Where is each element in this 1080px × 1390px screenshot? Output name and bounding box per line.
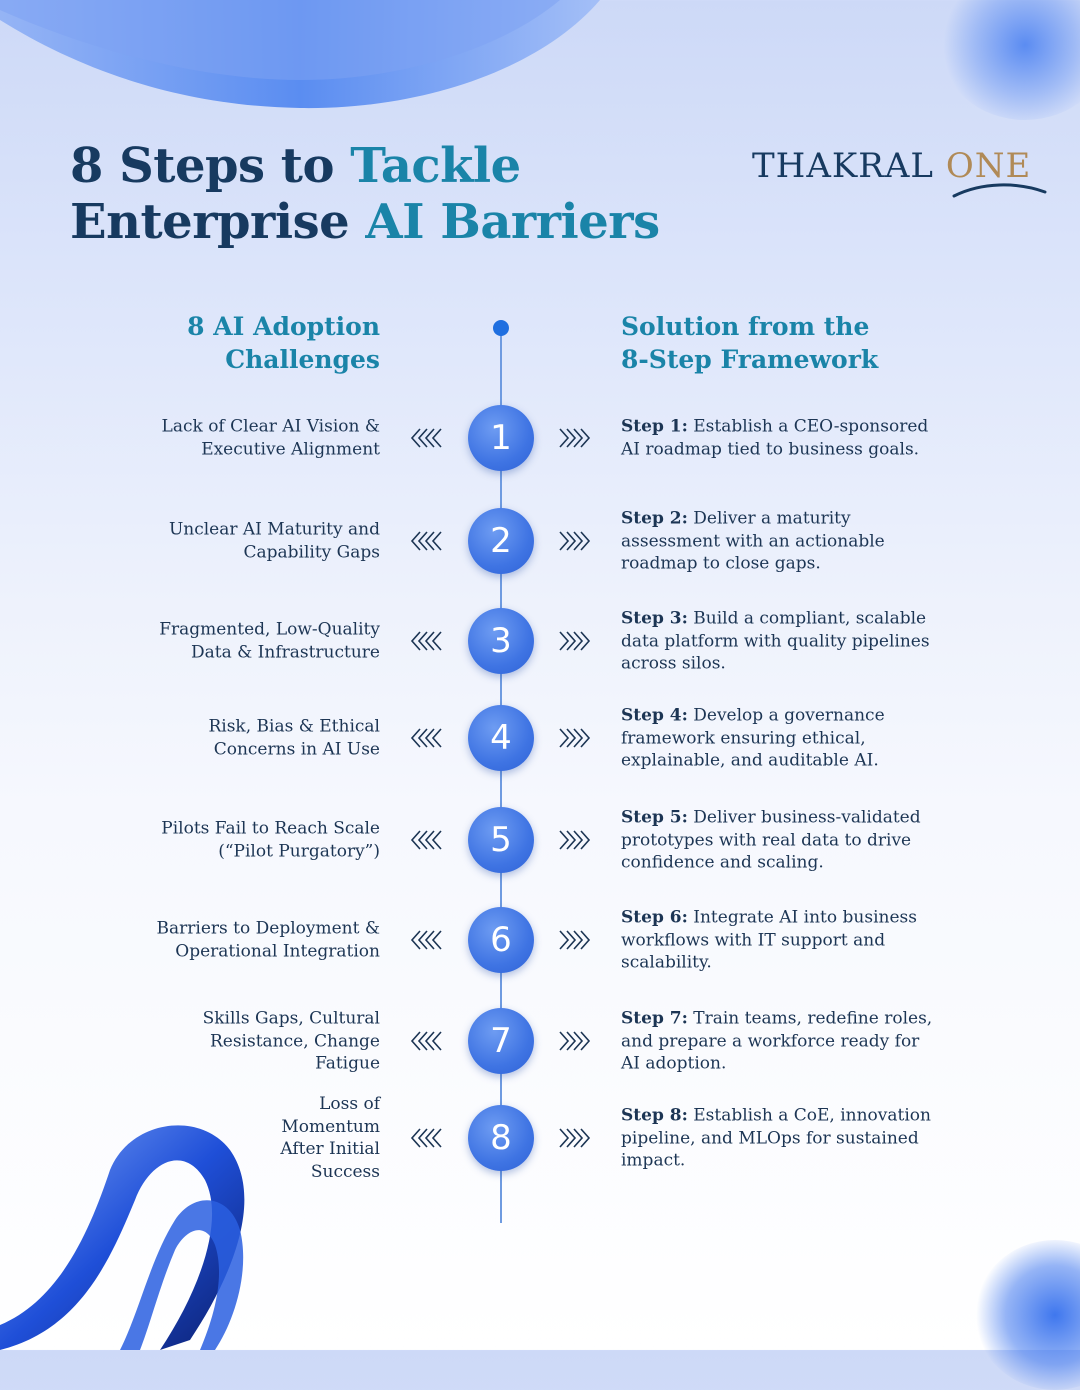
solution-text: [621, 704, 941, 772]
logo-part-1: THAKRAL: [752, 146, 935, 186]
heading-line: 8 AI Adoption: [187, 312, 380, 341]
solution-text: [621, 416, 941, 461]
step-label: Step 3:: [621, 608, 688, 629]
title-part: 8 Steps to: [70, 138, 351, 194]
chevrons-left-icon: [410, 829, 444, 851]
step-label: Step 5:: [621, 807, 688, 828]
solution-text: [621, 1104, 941, 1172]
step-description: Establish a CEO-sponsored AI roadmap tied to business goals.: [621, 416, 929, 459]
challenge-text: Barriers to Deployment & Operational Integration: [156, 918, 380, 961]
logo-swoosh-icon: [952, 180, 1047, 200]
chevrons-left-icon: [410, 630, 444, 652]
step-label: Step 2:: [621, 508, 688, 529]
challenge-row-4: [0, 693, 1080, 783]
chevrons-right-icon: [557, 1030, 591, 1052]
challenge-text: Pilots Fail to Reach Scale (“Pilot Purgatory”): [161, 818, 380, 861]
chevrons-right-icon: [557, 929, 591, 951]
title-part: Enterprise: [70, 194, 366, 250]
challenge-row-1: [0, 393, 1080, 483]
chevrons-right-icon: [557, 630, 591, 652]
title-highlight: AI Barriers: [365, 194, 660, 250]
challenge-text: Skills Gaps, Cultural Resistance, Change Fatigue: [202, 1008, 380, 1074]
chevrons-left-icon: [410, 530, 444, 552]
timeline-start-dot: [493, 320, 509, 336]
solution-text: [621, 507, 941, 575]
step-number-circle: 4: [468, 705, 534, 771]
step-number-circle: 6: [468, 907, 534, 973]
solution-text: [621, 806, 941, 874]
step-label: Step 4:: [621, 705, 688, 726]
heading-line: Solution from the: [621, 312, 870, 341]
step-description: Deliver business-validated prototypes with real data to drive confidence and scaling.: [621, 807, 921, 873]
chevrons-right-icon: [557, 727, 591, 749]
step-number-circle: 7: [468, 1008, 534, 1074]
challenge-row-6: [0, 895, 1080, 985]
page-title: [70, 138, 660, 250]
step-number-circle: 5: [468, 807, 534, 873]
bottom-right-glow-decoration: [975, 1240, 1080, 1390]
logo-part-2: ONE: [945, 146, 1032, 186]
step-label: Step 8:: [621, 1105, 688, 1126]
title-line-2: [70, 194, 660, 250]
step-number-circle: 1: [468, 405, 534, 471]
challenge-row-5: [0, 795, 1080, 885]
step-label: Step 1:: [621, 416, 688, 437]
step-description: Train teams, redefine roles, and prepare a workforce ready for AI adoption.: [621, 1008, 933, 1074]
title-line-1: [70, 138, 521, 194]
challenges-heading: [80, 310, 380, 376]
solution-text: [621, 607, 941, 675]
step-label: Step 7:: [621, 1008, 688, 1029]
step-label: Step 6:: [621, 907, 688, 928]
chevrons-right-icon: [557, 427, 591, 449]
step-description: Establish a CoE, innovation pipeline, and MLOps for sustained impact.: [621, 1105, 931, 1171]
chevrons-left-icon: [410, 727, 444, 749]
step-description: Build a compliant, scalable data platform with quality pipelines across silos.: [621, 608, 930, 674]
challenge-row-2: [0, 496, 1080, 586]
challenge-text: Lack of Clear AI Vision & Executive Alignment: [161, 416, 380, 459]
solution-text: [621, 906, 941, 974]
solutions-heading: [621, 310, 951, 376]
challenge-text: Unclear AI Maturity and Capability Gaps: [168, 519, 380, 562]
title-highlight: Tackle: [350, 138, 521, 194]
chevrons-right-icon: [557, 829, 591, 851]
challenge-row-8: [0, 1093, 1080, 1183]
step-number-circle: 3: [468, 608, 534, 674]
heading-line: Challenges: [225, 345, 380, 374]
chevrons-right-icon: [557, 530, 591, 552]
step-number-circle: 8: [468, 1105, 534, 1171]
brand-logo: [752, 146, 1052, 206]
challenge-text: Fragmented, Low-Quality Data & Infrastructure: [159, 619, 380, 662]
step-description: Develop a governance framework ensuring ethical, explainable, and auditable AI.: [621, 705, 885, 771]
chevrons-right-icon: [557, 1127, 591, 1149]
solution-text: [621, 1007, 941, 1075]
challenge-row-7: [0, 996, 1080, 1086]
step-description: Integrate AI into business workflows with IT support and scalability.: [621, 907, 917, 973]
step-number-circle: 2: [468, 508, 534, 574]
chevrons-left-icon: [410, 929, 444, 951]
top-wave-decoration: [0, 0, 1080, 130]
challenge-text: Risk, Bias & Ethical Concerns in AI Use: [208, 716, 380, 759]
chevrons-left-icon: [410, 1030, 444, 1052]
step-description: Deliver a maturity assessment with an actionable roadmap to close gaps.: [621, 508, 885, 574]
top-right-glow-decoration: [940, 0, 1080, 120]
challenge-row-3: [0, 596, 1080, 686]
challenge-text: Loss of Momentum After Initial Success: [280, 1094, 380, 1182]
chevrons-left-icon: [410, 427, 444, 449]
heading-line: 8-Step Framework: [621, 345, 879, 374]
chevrons-left-icon: [410, 1127, 444, 1149]
